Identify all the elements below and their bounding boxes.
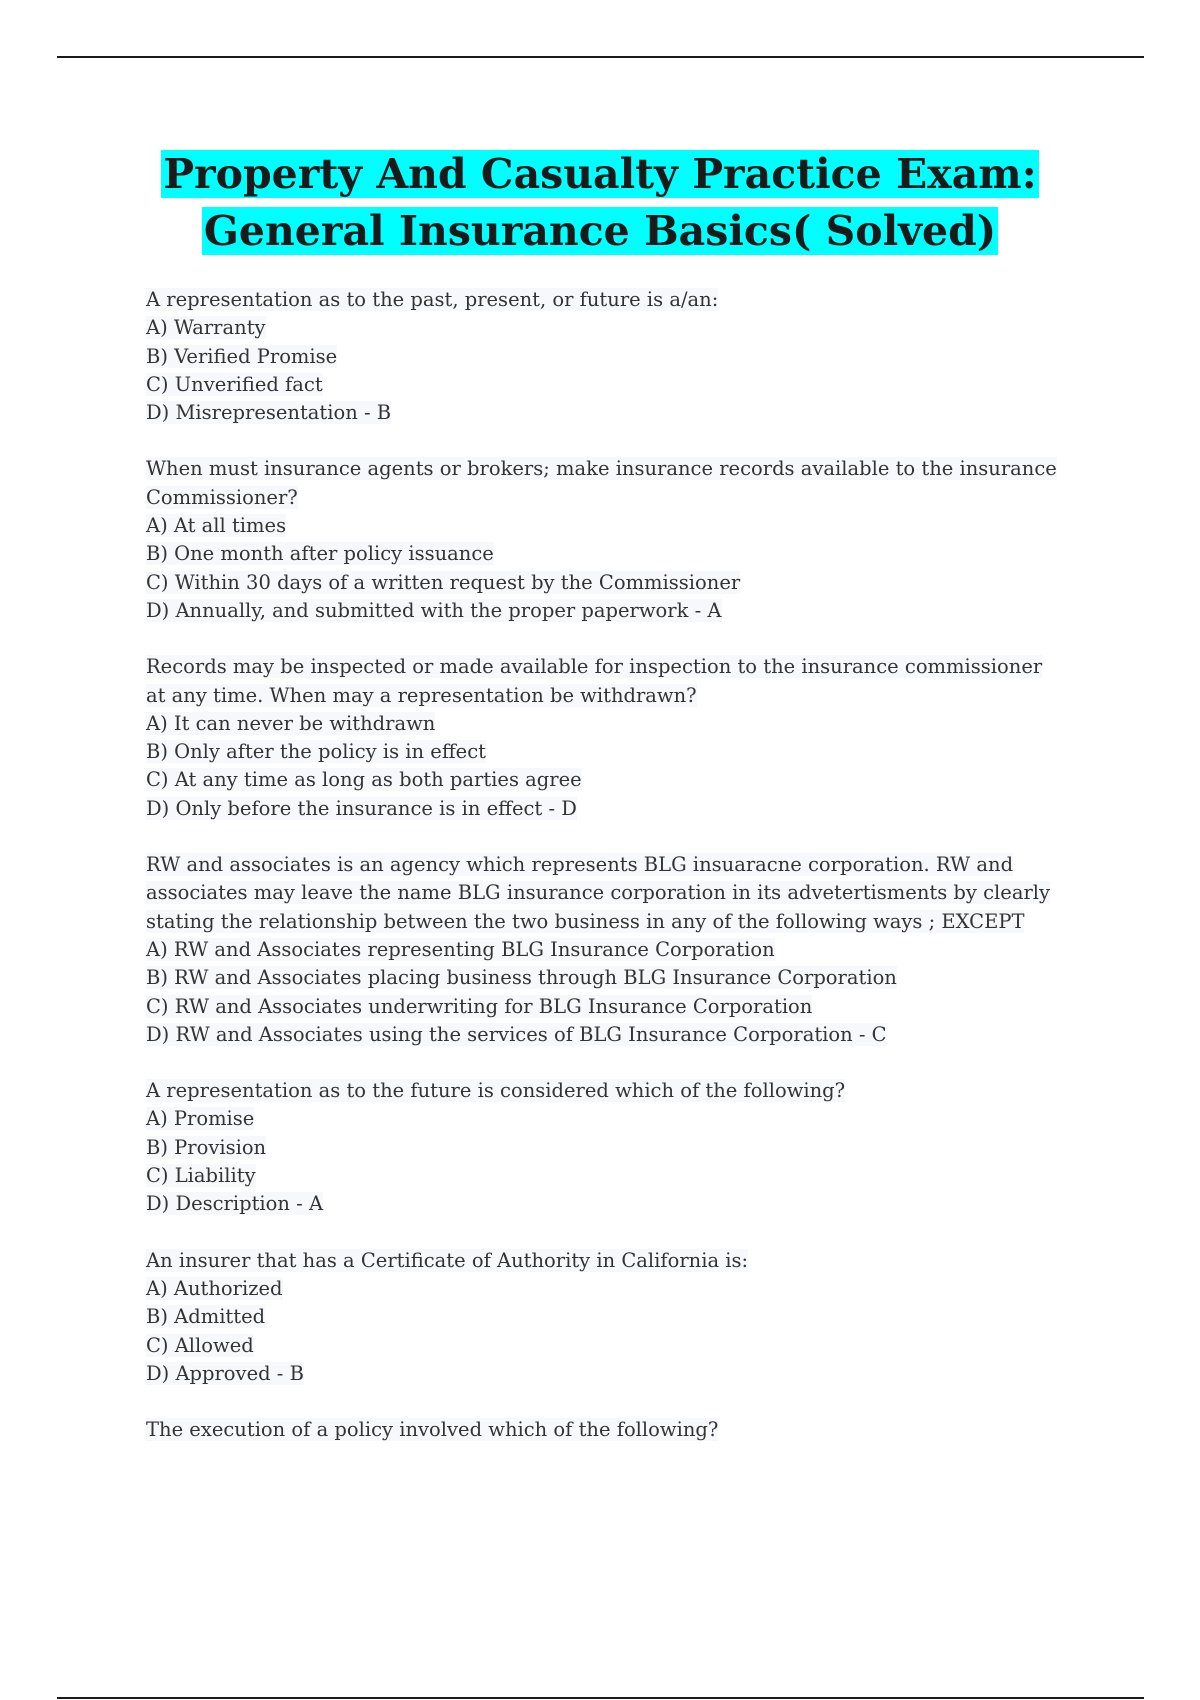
question-block [146, 1077, 1096, 1218]
answer-option: D) Misrepresentation - B [146, 401, 392, 425]
answer-option: D) Approved - B [146, 1361, 304, 1385]
question-block [146, 653, 1096, 823]
question-text: When must insurance agents or brokers; make insurance records available to the insurance [146, 457, 1057, 481]
title-line-2: General Insurance Basics( Solved) [203, 207, 997, 255]
answer-option: D) RW and Associates using the services of BLG Insurance Corporation - C [146, 1022, 887, 1046]
question-text: associates may leave the name BLG insurance corporation in its advetertisments by clearly [146, 881, 1051, 905]
question-block [146, 1416, 1096, 1444]
answer-option: B) One month after policy issuance [146, 542, 494, 566]
question-list [146, 286, 1096, 1472]
question-block [146, 851, 1096, 1049]
answer-option: B) Admitted [146, 1305, 266, 1329]
answer-option: C) At any time as long as both parties agree [146, 768, 582, 792]
answer-option: C) Within 30 days of a written request by the Commissioner [146, 570, 741, 594]
answer-option: D) Only before the insurance is in effect - D [146, 796, 577, 820]
title-line-1: Property And Casualty Practice Exam: [163, 150, 1037, 198]
answer-option: A) RW and Associates representing BLG Insurance Corporation [146, 937, 775, 961]
answer-option: B) Provision [146, 1135, 267, 1159]
answer-option: C) Allowed [146, 1333, 254, 1357]
question-block [146, 1247, 1096, 1388]
question-block [146, 455, 1096, 625]
question-text: at any time. When may a representation be withdrawn? [146, 683, 697, 707]
question-text: RW and associates is an agency which represents BLG insuaracne corporation. RW and [146, 853, 1014, 877]
top-rule [57, 56, 1144, 58]
answer-option: B) RW and Associates placing business through BLG Insurance Corporation [146, 966, 897, 990]
answer-option: A) It can never be withdrawn [146, 711, 436, 735]
bottom-rule [57, 1697, 1144, 1699]
question-text: Commissioner? [146, 485, 298, 509]
question-text: A representation as to the future is considered which of the following? [146, 1079, 846, 1103]
question-text: stating the relationship between the two business in any of the following ways ; EXCEPT [146, 909, 1025, 933]
answer-option: C) Unverified fact [146, 372, 323, 396]
answer-option: C) Liability [146, 1164, 256, 1188]
page-title [0, 146, 1200, 260]
answer-option: C) RW and Associates underwriting for BLG Insurance Corporation [146, 994, 813, 1018]
answer-option: A) Warranty [146, 316, 266, 340]
question-text: A representation as to the past, present, or future is a/an: [146, 288, 719, 311]
answer-option: A) Authorized [146, 1276, 283, 1300]
question-text: Records may be inspected or made available for inspection to the insurance commissioner [146, 655, 1043, 679]
answer-option: B) Only after the policy is in effect [146, 740, 486, 764]
answer-option: A) At all times [146, 514, 287, 538]
answer-option: D) Description - A [146, 1192, 324, 1216]
answer-option: A) Promise [146, 1107, 255, 1131]
answer-option: B) Verified Promise [146, 344, 338, 368]
question-block [146, 286, 1096, 427]
question-text: The execution of a policy involved which of the following? [146, 1418, 719, 1442]
answer-option: D) Annually, and submitted with the proper paperwork - A [146, 598, 722, 622]
question-text: An insurer that has a Certificate of Authority in California is: [146, 1248, 749, 1272]
